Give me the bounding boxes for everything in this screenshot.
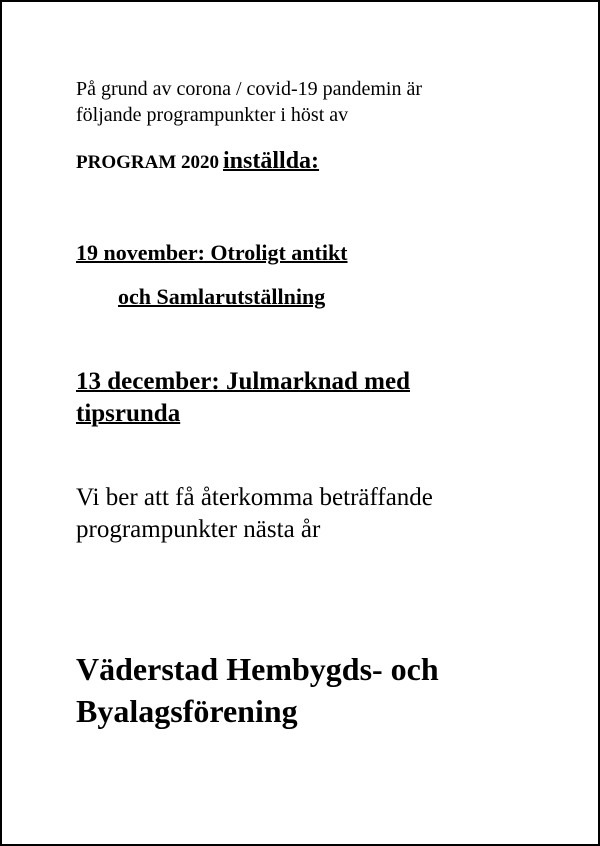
event-december [76, 366, 496, 430]
program-heading [76, 148, 556, 175]
signature-line-2: Byalagsförening [76, 693, 298, 729]
closing-line-2: programpunkter nästa år [76, 516, 321, 543]
event-november-line-2: och Samlarutställning [118, 284, 326, 309]
event-december-line-1: 13 december: Julmarknad med [76, 368, 410, 395]
program-status: inställda: [223, 148, 320, 174]
closing-text [76, 482, 556, 546]
event-december-line-2: tipsrunda [76, 400, 181, 427]
event-november-line-1: 19 november: Otroligt antikt [76, 240, 348, 265]
organization-signature [76, 648, 576, 732]
intro-line-2: följande programpunkter i höst av [76, 104, 349, 126]
program-name: PROGRAM 2020 [76, 152, 220, 173]
intro-text [76, 76, 556, 128]
signature-line-1: Väderstad Hembygds- och [76, 651, 439, 687]
closing-line-1: Vi ber att få återkomma beträffande [76, 484, 433, 511]
intro-line-1: På grund av corona / covid-19 pandemin är [76, 78, 423, 100]
